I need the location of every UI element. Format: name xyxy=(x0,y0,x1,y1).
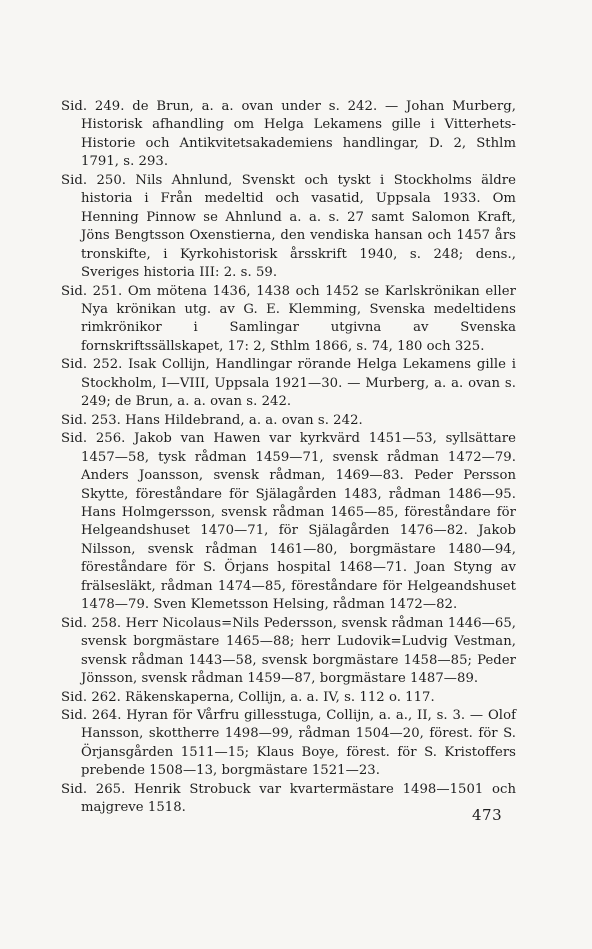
endnote-sid-249: Sid. 249. de Brun, a. a. ovan under s. 242. — Johan Murberg, Historisk afhandling om Helga Lekamens gille i Vitterhets- Historie och Antikvitetsakademiens handlingar, D. 2, Sthlm 1791, s. 293. xyxy=(61,99,516,170)
endnote-sid-253: Sid. 253. Hans Hildebrand, a. a. ovan s. 242. xyxy=(61,412,363,428)
endnote-sid-256: Sid. 256. Jakob van Hawen var kyrkvärd 1451—53, syllsättare 1457—58, tysk rådman 1459—71, svensk rådman 1472—79. Anders Joansson, svensk rådman, 1469—83. Peder Persson Skytte, föreståndare för Själagården 1483, rådman 1486—95. Hans Holmgersson, svensk rådman 1465—85, föreståndare för Helgeandshuset 1470—71, för Själagården 1476—82. Jakob Nilsson, svensk rådman 1461—80, borgmästare 1480—94, föreståndare för S. Örjans hospital 1468—71. Joan Styng av frälsesläkt, rådman 1474—85, föreståndare för Helgeandshuset 1478—79. Sven Klemetsson Helsing, rådman 1472—82. xyxy=(61,431,516,613)
endnotes-block xyxy=(61,98,516,818)
endnote-sid-250: Sid. 250. Nils Ahnlund, Svenskt och tyskt i Stockholms äldre historia i Från medeltid och vasatid, Uppsala 1933. Om Henning Pinnow se Ahnlund a. a. s. 27 samt Salomon Kraft, Jöns Bengtsson Oxenstierna, den vendiska hansan och 1457 års tronskifte, i Kyrkohistorisk årsskrift 1940, s. 248; dens., Sveriges historia III: 2. s. 59. xyxy=(61,172,516,281)
endnote-sid-265: Sid. 265. Henrik Strobuck var kvartermästare 1498—1501 och majgreve 1518. xyxy=(61,781,516,816)
endnote-sid-251: Sid. 251. Om mötena 1436, 1438 och 1452 se Karlskrönikan eller Nya krönikan utg. av G. E. Klemming, Svenska medeltidens rimkrönikor i Samlingar utgivna av Svenska fornskriftssällskapet, 17: 2, Sthlm 1866, s. 74, 180 och 325. xyxy=(61,283,516,354)
endnote-sid-262: Sid. 262. Räkenskaperna, Collijn, a. a. IV, s. 112 o. 117. xyxy=(61,689,435,705)
endnote-sid-264: Sid. 264. Hyran för Vårfru gillesstuga, Collijn, a. a., II, s. 3. — Olof Hansson, skottherre 1498—99, rådman 1504—20, förest. för S. Örjansgården 1511—15; Klaus Boye, förest. för S. Kristoffers prebende 1508—13, borgmästare 1521—23. xyxy=(61,707,516,779)
endnote-sid-252: Sid. 252. Isak Collijn, Handlingar rörande Helga Lekamens gille i Stockholm, I—VIII, Uppsala 1921—30. — Murberg, a. a. ovan s. 249; de Brun, a. a. ovan s. 242. xyxy=(61,357,516,410)
endnote-sid-258: Sid. 258. Herr Nicolaus=Nils Pedersson, svensk rådman 1446—65, svensk borgmästare 1465—88; herr Ludovik=Ludvig Vestman, svensk rådman 1443—58, svensk borgmästare 1458—85; Peder Jönsson, svensk rådman 1459—87, borgmästare 1487—89. xyxy=(61,615,516,687)
page-number: 473 xyxy=(472,806,503,824)
